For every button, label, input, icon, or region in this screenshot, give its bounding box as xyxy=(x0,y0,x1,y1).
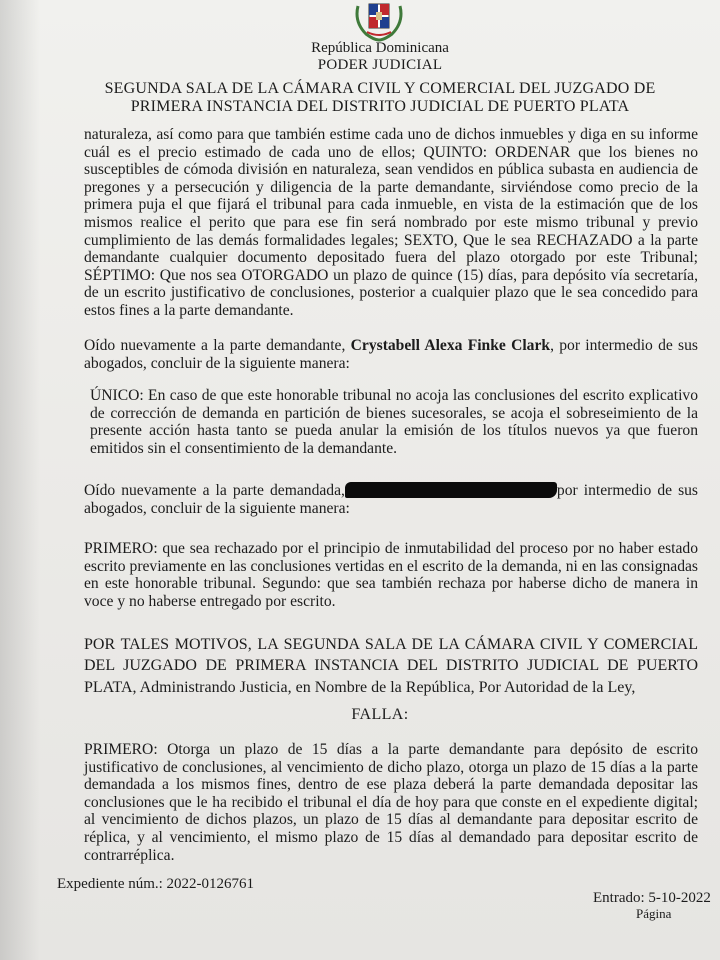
court-caps-text: POR TALES MOTIVOS, LA SEGUNDA SALA DE LA CÁMARA CIVIL Y COMERCIAL DEL JUZGADO DE PRIMERA INSTANCIA DEL DISTRITO JUDICIAL DE PUERTO PLATA xyxy=(84,636,698,696)
plaintiff-outro-text: , por intermedio de sus abogados, concluir de la siguiente manera: xyxy=(84,337,698,372)
coat-of-arms-icon xyxy=(352,0,406,42)
entry-date: Entrado: 5-10-2022 xyxy=(593,890,711,906)
paragraph-por-tales-motivos xyxy=(84,634,698,698)
page-label: Página xyxy=(636,906,672,921)
plaintiff-name: Crystabell Alexa Finke Clark xyxy=(350,337,551,354)
institution-name: PODER JUDICIAL xyxy=(317,57,443,73)
paragraph-unico: ÚNICO: En caso de que este honorable tribunal no acoja las conclusiones del escrito explicativo de corrección de demanda en partición de bienes sucesorales, se acoja el sobreseimiento de la presente acción hasta tanto se pueda anular la emisión de los títulos nuevos ya que fueron emitidos sin el consentimiento de la demandante. xyxy=(90,387,698,457)
plaintiff-intro-text: Oído nuevamente a la parte demandante, xyxy=(84,337,351,354)
redacted-defendant-name xyxy=(345,482,557,498)
paragraph-plaintiff-heard xyxy=(84,337,698,372)
paragraph-ruling-primero: PRIMERO: Otorga un plazo de 15 días a la parte demandante para depósito de escrito justificativo de conclusiones, al vencimiento de dicho plazo, otorga un plazo de 15 días a la parte demandada a los mismos fines, dentro de ese plaza deberá la parte demandada depositar las conclusiones que le ha recibido el tribunal el día de hoy para que conste en el expediente digital; al vencimiento de dichos plazos, un plazo de 15 días al demandante para depositar escrito de réplica, y al vencimiento, el mismo plazo de 15 días al demandado para depositar escrito de contrarréplica. xyxy=(84,741,698,864)
falla-heading: FALLA: xyxy=(351,706,409,723)
court-rest-text: , Administrando Justicia, en Nombre de la República, Por Autoridad de la Ley, xyxy=(132,678,636,696)
page-shadow xyxy=(0,0,40,960)
court-title-line-2: PRIMERA INSTANCIA DEL DISTRITO JUDICIAL DE PUERTO PLATA xyxy=(130,98,630,115)
case-number: Expediente núm.: 2022-0126761 xyxy=(57,876,255,892)
paragraph-defendant-heard xyxy=(84,482,698,517)
defendant-intro-text: Oído nuevamente a la parte demandada, xyxy=(84,482,345,499)
defendant-outro-text: por intermedio de sus abogados, concluir de la siguiente manera: xyxy=(84,482,699,517)
court-title-line-1: SEGUNDA SALA DE LA CÁMARA CIVIL Y COMERCIAL DEL JUZGADO DE xyxy=(104,80,656,97)
country-name: República Dominicana xyxy=(311,40,449,56)
paragraph-defendant-conclusions: PRIMERO: que sea rechazado por el principio de inmutabilidad del proceso por no haber estado escrito previamente en las conclusiones vertidas en el escrito de la demanda, ni en las consignadas en este honorable tribunal. Segundo: que sea también rechaza por haberse dicho de manera in voce y no haberse entregado por escrito. xyxy=(84,540,698,610)
paragraph-conclusions-continued: naturaleza, así como para que también estime cada uno de dichos inmuebles y diga en su informe cuál es el precio estimado de cada uno de ellos; QUINTO: ORDENAR que los bienes no susceptibles de cómoda división en naturaleza, sean vendidos en pública subasta en audiencia de pregones y a persecución y diligencia de la parte demandante, sirviéndose como precio de la primera puja el que fijará el tribunal para cada inmueble, en vista de la estimación que de los mismos realice el perito que para ese fin será nombrado por este mismo tribunal y previo cumplimiento de las demás formalidades legales; SEXTO, Que le sea RECHAZADO a la parte demandante cualquier documento depositado fuera del plazo otorgado por este Tribunal; SÉPTIMO: Que nos sea OTORGADO un plazo de quince (15) días, para depósito vía secretaría, de un escrito justificativo de conclusiones, posterior a cualquier plazo que le sea concedido para estos fines a la parte demandante. xyxy=(84,126,698,319)
